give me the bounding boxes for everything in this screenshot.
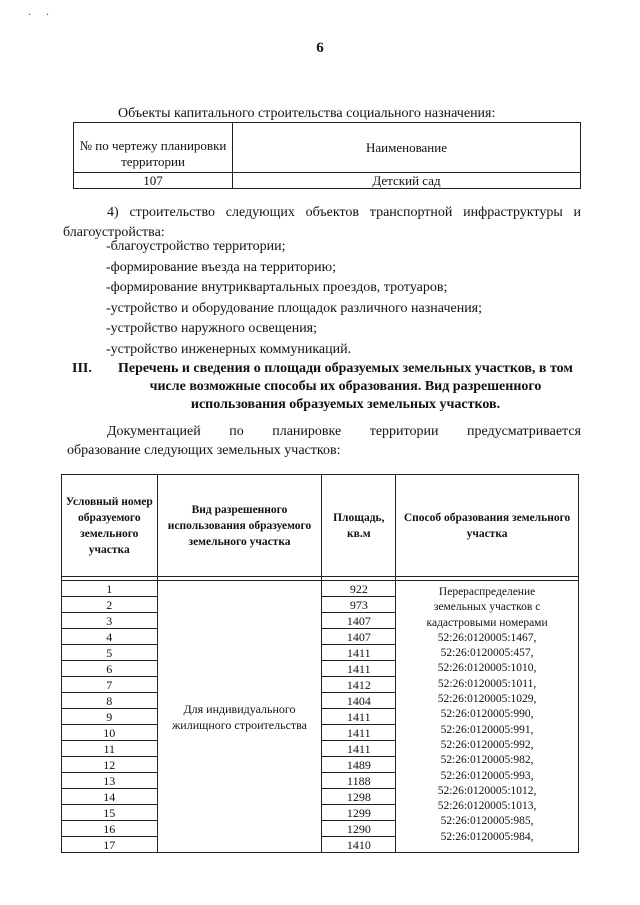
permitted-use-cell: Для индивидуального жилищного строительства	[157, 581, 322, 853]
table1-caption: Объекты капитального строительства социального назначения:	[118, 106, 496, 121]
area-cell: 1407	[322, 629, 396, 645]
plot-number-cell: 17	[62, 837, 158, 853]
method-line: 52:26:0120005:991,	[440, 723, 534, 736]
method-line: 52:26:0120005:1010,	[437, 662, 537, 675]
area-cell: 1411	[322, 741, 396, 757]
plot-number-cell: 11	[62, 741, 158, 757]
area-cell: 1410	[322, 837, 396, 853]
area-cell: 1188	[322, 773, 396, 789]
plot-number-cell: 4	[62, 629, 158, 645]
plot-number-cell: 9	[62, 709, 158, 725]
area-cell: 1407	[322, 613, 396, 629]
plot-number-cell: 13	[62, 773, 158, 789]
method-line: 52:26:0120005:1011,	[437, 677, 537, 690]
plot-number-cell: 14	[62, 789, 158, 805]
plot-number-cell: 8	[62, 693, 158, 709]
list-item: -устройство наружного освещения;	[106, 321, 318, 336]
method-line: Перераспределение	[438, 586, 536, 598]
section-number: III.	[72, 361, 92, 376]
method-line: земельных участков с	[433, 601, 541, 614]
plot-number-cell: 16	[62, 821, 158, 837]
plot-number-cell: 15	[62, 805, 158, 821]
area-cell: 1290	[322, 821, 396, 837]
area-cell: 1298	[322, 789, 396, 805]
works-list	[106, 237, 482, 360]
intro-line-2: образование следующих земельных участков:	[67, 443, 341, 458]
section-heading	[72, 360, 582, 414]
method-line: 52:26:0120005:990,	[440, 708, 534, 721]
table1-cell-number: 107	[74, 173, 233, 189]
method-line: 52:26:0120005:985,	[440, 815, 534, 828]
section-title: Перечень и сведения о площади образуемых земельных участков, в том числе возможные способы их образования. Вид разрешенного использования образуемых земельных участков.	[118, 361, 573, 412]
plot-number-cell: 5	[62, 645, 158, 661]
plot-number-cell: 2	[62, 597, 158, 613]
method-line: 52:26:0120005:984,	[440, 830, 534, 843]
table2-body	[62, 581, 579, 853]
plot-number-cell: 3	[62, 613, 158, 629]
intro-line-1: Документацией по планировке территории предусматривается	[107, 424, 581, 439]
header-area: Площадь, кв.м	[322, 475, 396, 577]
formation-method-cell	[396, 581, 579, 853]
paragraph-4: 4) строительство следующих объектов транспортной инфраструктуры и благоустройства:	[63, 205, 581, 240]
method-line: 52:26:0120005:1012,	[437, 784, 537, 797]
area-cell: 1411	[322, 709, 396, 725]
social-objects-table	[73, 122, 581, 189]
method-line: 52:26:0120005:992,	[440, 738, 534, 751]
area-cell: 973	[322, 597, 396, 613]
method-line: 52:26:0120005:1013,	[437, 800, 537, 813]
area-cell: 922	[322, 581, 396, 597]
table2-header-row	[62, 475, 579, 577]
area-cell: 1299	[322, 805, 396, 821]
plot-number-cell: 1	[62, 581, 158, 597]
table1-header-number: № по чертежу планировки территории	[74, 123, 233, 173]
header-plot-number: Условный номер образуемого земельного участка	[62, 475, 158, 577]
area-cell: 1404	[322, 693, 396, 709]
scan-specks: · ·	[28, 10, 56, 21]
plot-number-cell: 12	[62, 757, 158, 773]
land-plots-table	[61, 474, 579, 853]
header-permitted-use: Вид разрешенного использования образуемого земельного участка	[157, 475, 322, 577]
area-cell: 1412	[322, 677, 396, 693]
method-line: 52:26:0120005:993,	[440, 769, 534, 782]
list-item: -формирование въезда на территорию;	[106, 259, 337, 275]
table1-cell-name: Детский сад	[233, 173, 581, 189]
table-row	[74, 173, 581, 189]
plot-number-cell: 6	[62, 661, 158, 677]
area-cell: 1411	[322, 661, 396, 677]
table-row	[62, 581, 579, 597]
intro-paragraph	[67, 422, 581, 460]
area-cell: 1489	[322, 757, 396, 773]
table1-header-name: Наименование	[233, 123, 581, 173]
method-line: 52:26:0120005:1029,	[437, 693, 537, 706]
area-cell: 1411	[322, 645, 396, 661]
method-line: кадастровыми номерами	[426, 616, 548, 629]
plot-number-cell: 10	[62, 725, 158, 741]
method-line: 52:26:0120005:1467,	[437, 631, 537, 644]
method-line: 52:26:0120005:982,	[440, 754, 534, 767]
header-formation-method: Способ образования земельного участка	[396, 475, 579, 577]
page-number: 6	[316, 40, 324, 56]
list-item: -формирование внутриквартальных проездов, тротуаров;	[106, 280, 448, 295]
area-cell: 1411	[322, 725, 396, 741]
plot-number-cell: 7	[62, 677, 158, 693]
list-item: -благоустройство территории;	[106, 239, 286, 254]
table1-header-row	[74, 123, 581, 173]
list-item: -устройство и оборудование площадок различного назначения;	[106, 300, 483, 316]
method-line: 52:26:0120005:457,	[440, 647, 534, 660]
list-item: -устройство инженерных коммуникаций.	[106, 341, 352, 357]
